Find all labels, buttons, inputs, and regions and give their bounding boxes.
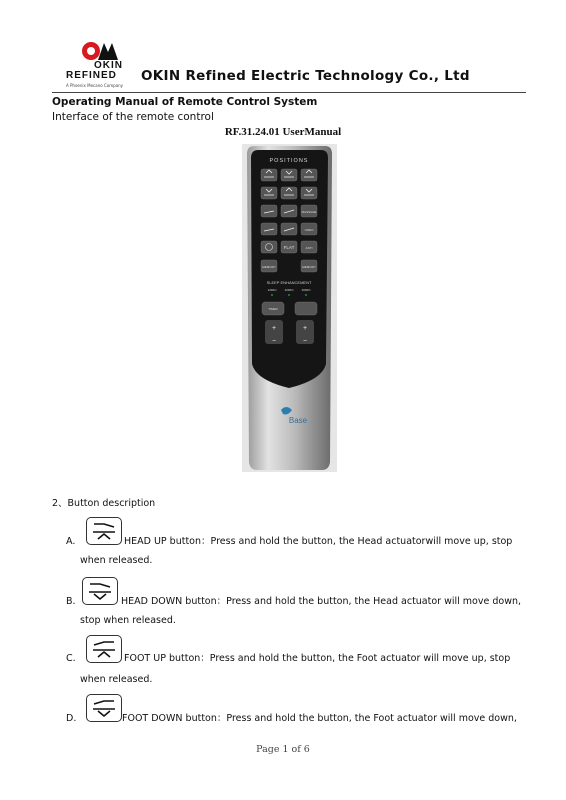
item-c-letter: C. [66, 653, 76, 664]
svg-text:−: − [271, 338, 277, 345]
company-name: OKIN Refined Electric Technology Co., Ltd [141, 68, 470, 84]
head-down-icon [82, 577, 118, 605]
item-a-letter: A. [66, 536, 76, 547]
svg-text:−: − [302, 338, 308, 345]
svg-text:ANTI: ANTI [305, 246, 313, 250]
remote-control-photo [242, 144, 337, 472]
logo-tagline: A Phoenix Mecano Company [66, 83, 123, 88]
svg-text:+: + [302, 325, 308, 332]
svg-text:30MIN: 30MIN [301, 288, 311, 292]
model-number: RF.31.24.01 UserManual [224, 126, 342, 138]
page-number: Page 1 of 6 [256, 744, 310, 755]
item-d-desc-line1: FOOT DOWN button：Press and hold the button, the Foot actuator will move down, [122, 713, 517, 724]
remote-flat-key: FLAT [283, 245, 295, 250]
svg-text:MEMORY: MEMORY [302, 265, 316, 269]
section-heading: 2、Button description [52, 498, 156, 509]
item-b-letter: B. [66, 596, 76, 607]
svg-text:10MIN: 10MIN [267, 288, 277, 292]
head-up-icon [86, 517, 122, 545]
svg-text:20MIN: 20MIN [284, 288, 294, 292]
item-a-desc-line2: when released. [80, 555, 153, 566]
remote-brand: Base [288, 416, 308, 425]
item-d-letter: D. [66, 713, 77, 724]
foot-up-icon [86, 635, 122, 663]
item-b-desc-line1: HEAD DOWN button：Press and hold the button, the Head actuator will move down, [121, 596, 522, 607]
svg-text:MASSAGE: MASSAGE [301, 210, 317, 214]
okin-logo-icon [80, 40, 120, 62]
remote-sleep-title: SLEEP ENHANCEMENT [266, 280, 312, 285]
item-c-desc-line1: FOOT UP button：Press and hold the button, the Foot actuator will move up, stop [124, 653, 511, 664]
foot-down-icon [86, 694, 122, 722]
header-divider [52, 92, 526, 93]
logo-refined-text: REFINED [66, 70, 117, 81]
item-b-desc-line2: stop when released. [80, 615, 176, 626]
item-c-desc-line2: when released. [80, 674, 153, 685]
svg-text:MEMORY: MEMORY [262, 265, 276, 269]
svg-text:+: + [271, 325, 277, 332]
svg-text:UNDO: UNDO [304, 228, 314, 232]
remote-header-text: POSITIONS [269, 158, 309, 164]
svg-text:TIMER: TIMER [268, 307, 278, 311]
document-title: Operating Manual of Remote Control System [52, 96, 318, 108]
document-subtitle: Interface of the remote control [52, 111, 214, 123]
logo-okin-text: OKIN [94, 60, 123, 71]
item-a-desc-line1: HEAD UP button：Press and hold the button, the Head actuatorwill move up, stop [124, 536, 513, 547]
